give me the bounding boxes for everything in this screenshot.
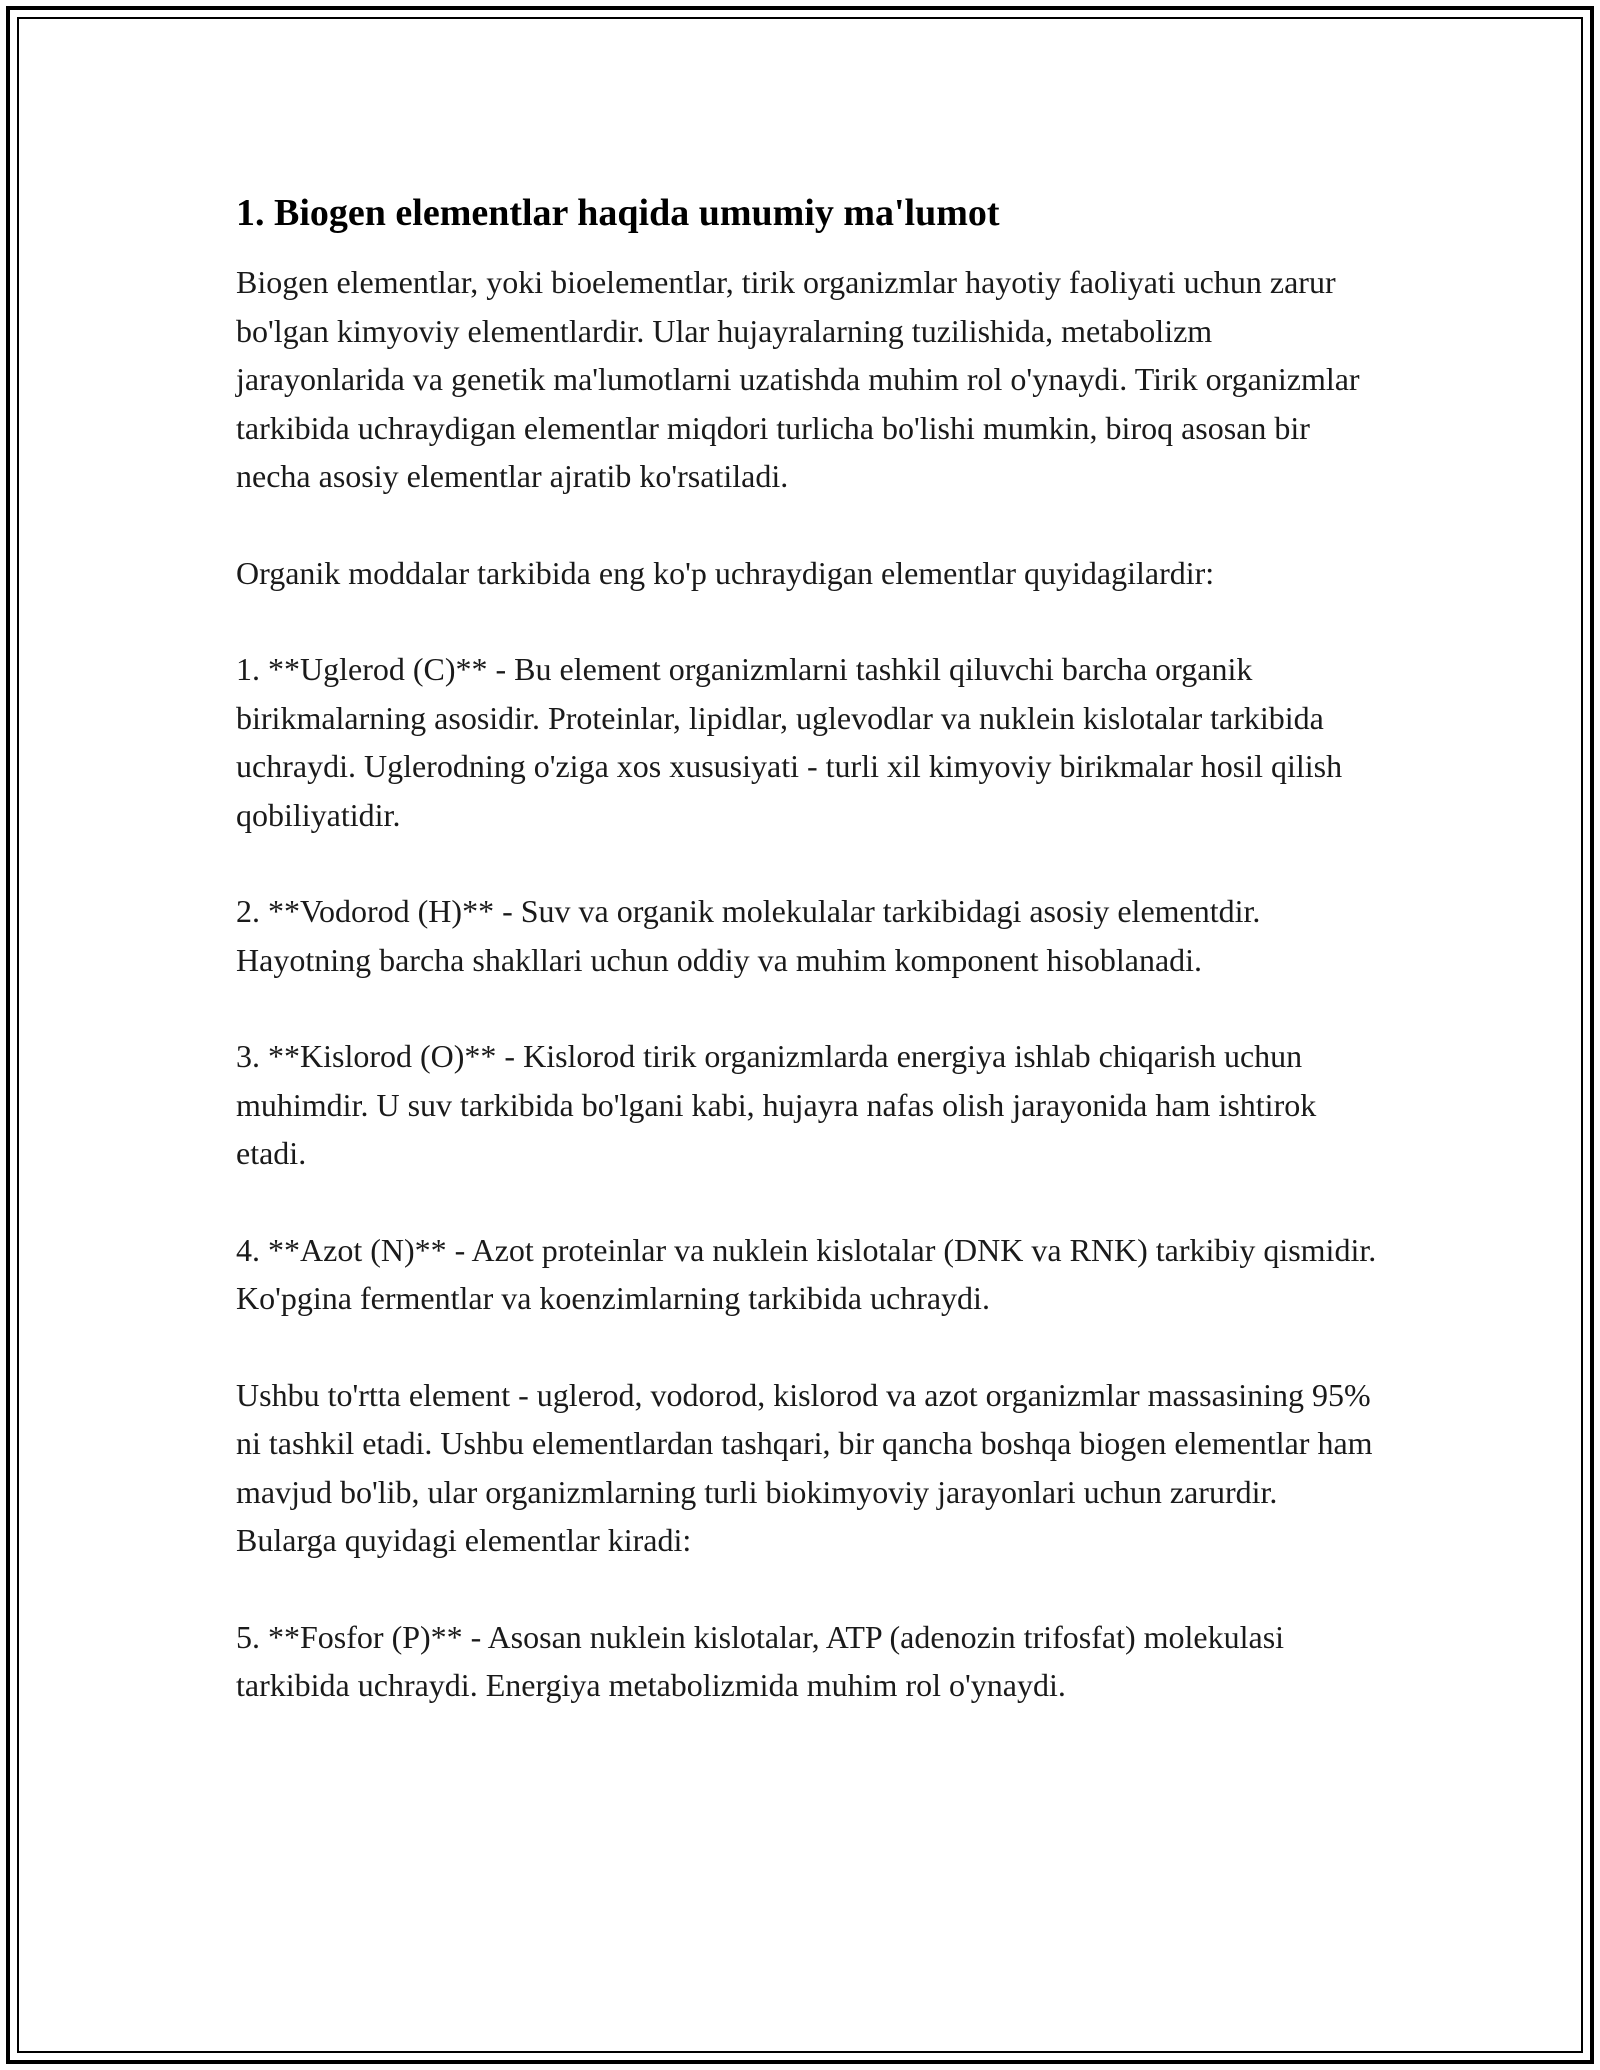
paragraph-item-uglerod: 1. **Uglerod (C)** - Bu element organizmlarni tashkil qiluvchi barcha organik birikmalarning asosidir. Proteinlar, lipidlar, uglevodlar va nuklein kislotalar tarkibida uchraydi. Uglerodning o'ziga xos xususiyati - turli xil kimyoviy birikmalar hosil qilish qobiliyatidir. xyxy=(236,651,1351,833)
paragraph-item-fosfor: 5. **Fosfor (P)** - Asosan nuklein kislotalar, ATP (adenozin trifosfat) molekulasi tarkibida uchraydi. Energiya metabolizmida muhim rol o'ynaydi. xyxy=(236,1618,1293,1703)
paragraph-summary: Ushbu to'rtta element - uglerod, vodorod, kislorod va azot organizmlar massasining 95% ni tashkil etadi. Ushbu elementlardan tashqari, bir qancha boshqa biogen elementlar ham mavjud bo'lib, ular organizmlarning turli biokimyoviy jarayonlari uchun zarurdir. Bularga quyidagi elementlar kiradi: xyxy=(236,1376,1381,1558)
paragraph-list-lead: Organik moddalar tarkibida eng ko'p uchraydigan elementlar quyidagilardir: xyxy=(236,554,1215,591)
paragraph-item-vodorod: 2. **Vodorod (H)** - Suv va organik molekulalar tarkibidagi asosiy elementdir. Hayotning barcha shakllari uchun oddiy va muhim komponent hisoblanadi. xyxy=(236,893,1269,978)
paragraph-item-azot: 4. **Azot (N)** - Azot proteinlar va nuklein kislotalar (DNK va RNK) tarkibiy qismidir. Ko'pgina fermentlar va koenzimlarning tarkibida uchraydi. xyxy=(236,1231,1385,1316)
paragraph-item-kislorod: 3. **Kislorod (O)** - Kislorod tirik organizmlarda energiya ishlab chiqarish uchun muhimdir. U suv tarkibida bo'lgani kabi, hujayra nafas olish jarayonida ham ishtirok etadi. xyxy=(236,1038,1325,1171)
paragraph-intro: Biogen elementlar, yoki bioelementlar, tirik organizmlar hayotiy faoliyati uchun zarur bo'lgan kimyoviy elementlardir. Ular hujayralarning tuzilishida, metabolizm jarayonlarida va genetik ma'lumotlarni uzatishda muhim rol o'ynaydi. Tirik organizmlar tarkibida uchraydigan elementlar miqdori turlicha bo'lishi mumkin, biroq asosan bir necha asosiy elementlar ajratib ko'rsatiladi. xyxy=(236,264,1368,494)
document-body xyxy=(236,188,1386,1758)
section-title: 1. Biogen elementlar haqida umumiy ma'lumot xyxy=(236,192,1000,234)
